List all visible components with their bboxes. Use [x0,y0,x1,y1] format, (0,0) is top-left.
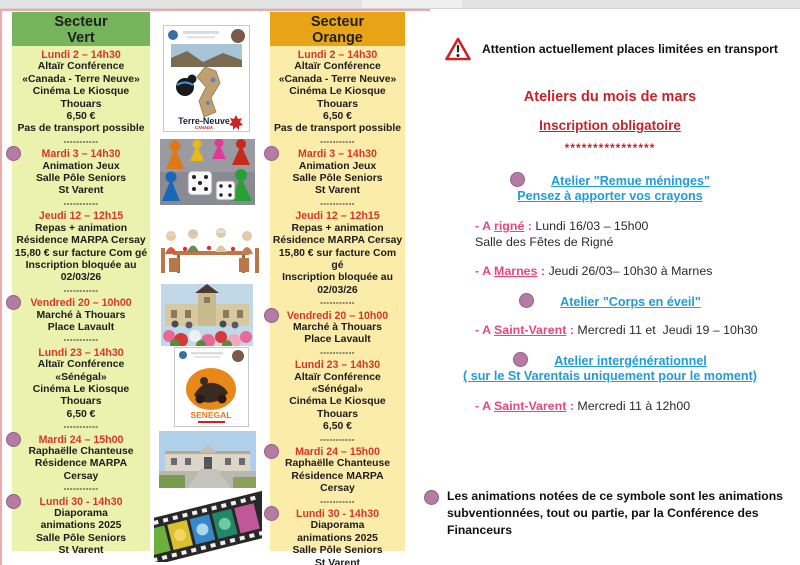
event-3 [272,210,403,297]
atelier-entry [475,322,800,338]
entry-detail: Mercredi 11 à 12h00 [577,399,691,413]
event-date: Jeudi 12 – 12h15 [38,210,124,223]
atelier-title [420,172,800,188]
event-detail: Altaïr Conférence [294,371,381,383]
event-detail: Altaïr Conférence [294,61,381,73]
ateliers-list [420,172,800,414]
atelier-title-text: Atelier "Remue méninges" [551,174,710,188]
entry-detail: Jeudi 26/03– 10h30 à Marnes [548,264,713,278]
event-detail: 02/03/26 [60,272,102,284]
event-detail: animations 2025 [40,520,122,532]
event-detail: Raphaëlle Chanteuse [284,458,391,470]
event-2 [14,148,148,198]
subsidized-event-bullet-icon [6,432,21,447]
event-detail: St Varent [314,557,361,565]
atelier-1 [420,172,800,279]
event-detail: «Canada - Terre Neuve» [22,73,140,85]
event-detail: Pas de transport possible [17,123,145,135]
entry-place: Marnes [494,264,538,278]
event-detail: Marché à Thouars [36,309,126,321]
event-detail: Résidence MARPA Cersay [16,235,146,247]
event-detail: Place Lavault [47,321,115,333]
window-top-strip-segment [362,0,462,8]
event-date: Mardi 24 – 15h00 [14,434,148,446]
poster-title: Terre-Neuve [178,116,230,126]
entry-prefix: - A [475,323,495,337]
event-detail: Altaïr Conférence [37,359,125,371]
event-detail: Cersay [320,483,355,495]
event-separator: ----------- [63,198,99,208]
event-detail: Inscription bloquée au [282,272,393,284]
atelier-3 [420,352,800,414]
event-1 [14,49,148,136]
event-detail: St Varent [314,185,361,197]
event-separator: ----------- [320,298,355,308]
subsidized-event-bullet-icon [6,494,21,509]
event-detail: Raphaëlle Chanteuse [28,446,134,457]
event-detail: Cinéma Le Kiosque [289,396,386,408]
event-detail: Thouars [60,396,102,408]
event-detail: Repas + animation [34,222,128,234]
event-date: Mardi 3 – 14h30 [14,148,148,160]
event-detail: Altaïr Conférence [37,61,125,73]
marpa-residence-photo [159,431,256,488]
event-6 [272,446,403,496]
entry-colon: : [537,264,549,278]
event-5 [272,359,403,433]
sector-title-line2: Vert [67,30,95,46]
event-2 [272,148,403,198]
poster-terre-neuve-image [163,25,250,132]
event-separator: ----------- [63,136,99,146]
event-detail: 15,80 € sur facture Com gé [14,247,148,259]
subsidized-event-bullet-icon [264,506,279,521]
event-5 [14,347,148,421]
event-separator: ----------- [63,484,99,494]
atelier-entry [475,218,800,234]
event-date: Mardi 3 – 14h30 [272,148,403,160]
entry-detail: Mercredi 11 et Jeudi 19 – 10h30 [577,323,758,337]
subsidized-event-bullet-icon [264,308,279,323]
event-detail: 15,80 € sur facture Com gé [278,247,397,271]
poster-senegal-image [174,347,249,427]
event-detail: Thouars [317,98,358,110]
atelier-entry [475,398,800,414]
event-separator: ----------- [320,434,355,444]
event-detail: St Varent [58,185,104,197]
subsidized-event-bullet-icon [6,295,21,310]
sector-vert-panel [12,12,150,557]
warning-text: Attention actuellement places limitées en transport [482,42,778,56]
entry-detail: Lundi 16/03 – 15h00 [535,219,649,233]
subsidized-bullet-icon [424,490,439,505]
footnote-line1: Les animations notées de ce symbole sont les animations [447,489,783,503]
sector-vert-header [12,12,150,46]
sector-title-line1: Secteur [54,14,108,30]
event-7 [272,508,403,565]
entry-prefix: - A [475,219,495,233]
sector-vert-events [12,46,150,557]
event-detail: Résidence MARPA Cersay [272,235,403,247]
event-6 [14,434,148,484]
poster-title: SENEGAL [190,410,232,420]
sector-orange-header [270,12,405,46]
event-date: Lundi 2 – 14h30 [297,49,378,61]
atelier-title-text: Atelier "Corps en éveil" [560,295,701,309]
event-detail: Pas de transport possible [273,123,402,135]
subsidized-event-bullet-icon [6,146,21,161]
event-separator: ----------- [320,496,355,506]
entry-colon: : [566,323,578,337]
warning-row [444,36,800,62]
sector-orange-events [270,46,405,565]
event-detail: Animation Jeux [298,160,377,172]
film-strip-collage-image [154,489,262,562]
event-detail: Résidence MARPA [291,470,384,482]
atelier-entry [475,263,800,279]
event-detail: «Canada - Terre Neuve» [278,73,397,85]
sector-title-line2: Orange [312,30,363,46]
entry-colon: : [566,399,578,413]
event-date: Lundi 23 – 14h30 [294,359,381,372]
event-separator: ----------- [320,347,355,357]
event-detail: Diaporama [310,520,365,532]
event-detail: Diaporama [54,508,108,520]
event-detail: 6,50 € [66,408,96,420]
event-separator: ----------- [63,335,99,345]
page-border-left [0,9,2,565]
atelier-title-text: Atelier intergénérationnel [554,354,707,368]
event-detail: Salle Pôle Seniors [292,545,383,557]
atelier-subtitle: ( sur le St Varentais uniquement pour le moment) [463,369,757,383]
event-date: Lundi 30 - 14h30 [272,508,403,520]
game-pieces-photo [160,139,255,205]
event-detail: Salle Pôle Seniors [35,532,127,544]
thouars-market-photo [161,284,253,346]
event-detail: Inscription bloquée au [25,259,137,271]
entry-extra: Salle des Fêtes de Rigné [475,235,614,249]
event-3 [14,210,148,284]
event-4 [14,297,148,334]
warning-triangle-icon [444,36,472,62]
event-7 [14,496,148,558]
event-detail: Place Lavault [304,334,371,346]
event-detail: Salle Pôle Seniors [292,173,383,185]
event-detail: Animation Jeux [42,160,120,172]
event-separator: ----------- [320,136,355,146]
footnote [424,488,800,539]
right-info-panel [420,30,800,539]
event-detail: Thouars [60,98,102,110]
event-detail: Salle Pôle Seniors [35,173,127,185]
sector-title-line1: Secteur [310,14,365,30]
footnote-text [447,488,800,539]
event-date: Mardi 24 – 15h00 [272,446,403,458]
subsidized-event-bullet-icon [264,444,279,459]
poster-subtitle: CANADA [194,125,214,130]
event-separator: ----------- [320,198,355,208]
entry-place: rigné [494,219,525,233]
inscription-note: Inscription obligatoire [539,118,681,133]
event-detail: Résidence MARPA [34,458,128,470]
entry-place: Saint-Varent [494,323,567,337]
event-date: Lundi 30 - 14h30 [14,496,148,508]
event-detail: 6,50 € [323,111,352,123]
event-date: Jeudi 12 – 12h15 [295,210,380,223]
event-date: Vendredi 20 – 10h00 [272,310,403,322]
event-detail: Thouars [317,408,358,420]
atelier-title [420,352,800,368]
event-detail: «Sénégal» [311,383,364,395]
event-separator: ----------- [63,422,99,432]
event-detail: 6,50 € [323,421,352,433]
event-date: Vendredi 20 – 10h00 [14,297,148,309]
event-detail: Marché à Thouars [293,321,382,333]
footnote-line2: subventionnées, tout ou partie, par la Conférence des Financeurs [447,506,759,537]
event-detail: St Varent [58,545,104,557]
atelier-2 [420,293,800,338]
event-detail: Cersay [63,470,99,482]
event-detail: «Sénégal» [55,371,107,383]
event-4 [272,310,403,347]
event-detail: Cinéma Le Kiosque [32,383,130,395]
entry-colon: : [524,219,536,233]
atelier-title [420,293,800,309]
entry-prefix: - A [475,399,495,413]
event-date: Lundi 2 – 14h30 [41,49,121,61]
entry-place: Saint-Varent [494,399,567,413]
subsidized-bullet-icon [510,172,525,187]
sector-orange-panel [270,12,405,565]
entry-prefix: - A [475,264,495,278]
atelier-subtitle: Pensez à apporter vos crayons [517,189,703,203]
event-detail: Cinéma Le Kiosque [289,86,386,98]
event-separator: ----------- [63,285,99,295]
subsidized-bullet-icon [519,293,534,308]
event-detail: 02/03/26 [317,284,358,296]
stars-divider: **************** [564,141,656,155]
event-detail: Cinéma Le Kiosque [32,86,130,98]
event-detail: 6,50 € [66,111,96,123]
subsidized-event-bullet-icon [264,146,279,161]
seniors-meal-illustration [157,224,263,279]
subsidized-bullet-icon [513,352,528,367]
event-detail: Repas + animation [291,222,384,234]
event-1 [272,49,403,136]
event-detail: animations 2025 [297,532,378,544]
ateliers-title: Ateliers du mois de mars [523,89,697,105]
event-date: Lundi 23 – 14h30 [38,346,124,359]
page-border-top [0,9,430,11]
